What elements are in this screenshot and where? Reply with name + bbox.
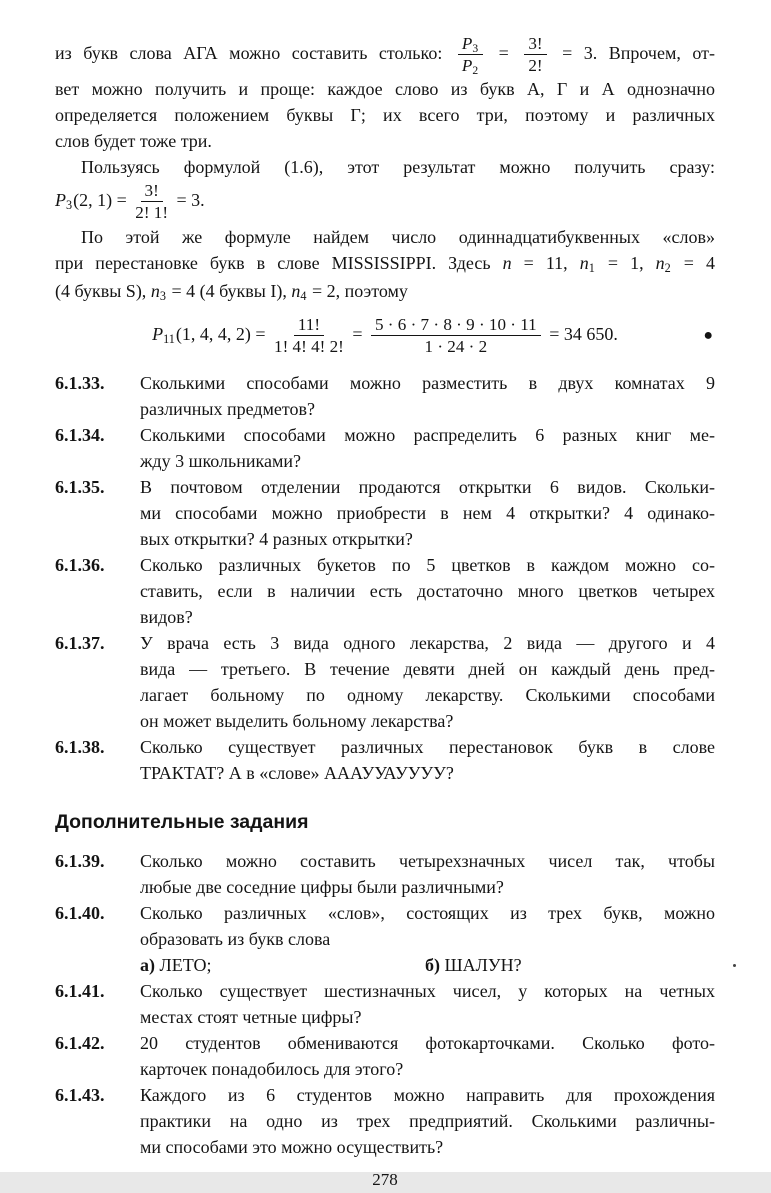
fraction-denominator	[528, 55, 542, 75]
intro-paragraph-1	[55, 33, 715, 154]
fraction-denominator	[274, 336, 344, 356]
problem-text-line: Сколько различных букетов по 5 цветков в каждом можно со-	[140, 554, 715, 575]
fraction	[274, 315, 344, 356]
page-number: 278	[372, 1169, 398, 1189]
text-run: при перестановке букв в слове MISSISSIPPI. Здесь	[55, 252, 503, 273]
intro-paragraph-3	[55, 224, 715, 306]
fraction-denominator	[135, 202, 168, 222]
problem-item	[55, 474, 715, 552]
problem-text-line: видов?	[140, 606, 193, 627]
variable: P	[55, 190, 66, 211]
problem-text-line: ми способами это можно осуществить?	[140, 1136, 444, 1157]
fraction-numerator	[371, 315, 541, 336]
fraction-denominator	[425, 336, 488, 356]
problem-text-line: любые две соседние цифры были различными?	[140, 876, 504, 897]
problem-item	[55, 978, 715, 1030]
text-run: 1! 4! 4! 2!	[274, 337, 344, 357]
problem-text-line: Сколькими способами можно разместить в двух комнатах 9	[140, 372, 715, 393]
problem-text-line: местах стоят четные цифры?	[140, 1006, 362, 1027]
text-run: (2, 1) =	[73, 190, 132, 211]
option-item	[140, 952, 425, 978]
fraction-denominator	[461, 55, 479, 78]
scan-speck	[733, 964, 736, 967]
text-run: =	[347, 323, 367, 344]
problem-text-line: ставить, если в наличии есть достаточно много цветков четырех	[140, 580, 715, 601]
text-line	[55, 224, 715, 250]
text-run: По этой же формуле найдем число одиннадцатибуквенных «слов»	[81, 226, 715, 247]
problem-text-line: Сколько различных «слов», состоящих из трех букв, можно	[140, 902, 715, 923]
text-run: = 2, поэтому	[307, 280, 408, 301]
fraction	[135, 181, 168, 222]
fraction-numerator	[458, 34, 483, 55]
text-line	[55, 250, 715, 278]
variable: P	[152, 323, 164, 344]
problem-text	[140, 474, 715, 552]
variable: P	[461, 34, 473, 53]
problem-text	[140, 552, 715, 630]
option-text: ЛЕТО;	[155, 954, 212, 975]
text-run: 1 · 24 · 2	[424, 337, 488, 357]
text-run: слов будет тоже три.	[55, 131, 212, 152]
variable: P	[461, 56, 473, 76]
display-equation	[55, 310, 715, 362]
text-line	[55, 128, 715, 154]
problem-text-line: В почтовом отделении продаются открытки 6 видов. Скольки-	[140, 476, 715, 497]
text-run: 2! 1!	[135, 203, 169, 223]
text-run: 2!	[528, 56, 543, 76]
problem-text	[140, 978, 715, 1030]
text-run: Пользуясь формулой (1.6), этот результат можно получить сразу:	[81, 157, 715, 178]
problem-item	[55, 422, 715, 474]
text-run: = 11,	[511, 252, 580, 273]
text-run: = 3. Впрочем, от-	[550, 42, 715, 63]
problem-number: 6.1.36.	[55, 554, 105, 575]
problem-text-line: вых открытки? 4 разных открытки?	[140, 528, 413, 549]
problem-number: 6.1.37.	[55, 632, 105, 653]
subscript: 3	[472, 42, 479, 56]
text-run: 3!	[528, 34, 543, 53]
problem-text-line: ми способами можно приобрести в нем 4 открытки? 4 одинако-	[140, 502, 715, 523]
subscript: 3	[66, 198, 73, 213]
text-line	[55, 180, 715, 223]
problem-text-line: Сколько существует различных перестановок букв в слове	[140, 736, 715, 757]
problems-list-main	[55, 370, 715, 786]
text-run: = 34 650.	[544, 323, 618, 344]
subscript: 2	[664, 260, 671, 275]
problem-item	[55, 1030, 715, 1082]
text-run: 5 · 6 · 7 · 8 · 9 · 10 · 11	[374, 314, 537, 334]
text-run: (4 буквы S),	[55, 280, 151, 301]
problem-text	[140, 900, 715, 978]
text-run: 11!	[297, 314, 321, 334]
problem-item	[55, 552, 715, 630]
subscript: 1	[588, 260, 595, 275]
problem-item	[55, 370, 715, 422]
problem-text	[140, 370, 715, 422]
problem-text-line: 20 студентов обмениваются фотокарточками. Сколько фото-	[140, 1032, 715, 1053]
fraction-numerator	[524, 34, 546, 55]
problem-item	[55, 900, 715, 978]
problem-text-line: образовать из букв слова	[140, 928, 331, 949]
text-run: = 4 (4 буквы I),	[166, 280, 292, 301]
text-run: из букв слова АГА можно составить столько:	[55, 42, 454, 63]
problem-number: 6.1.42.	[55, 1032, 105, 1053]
problem-number: 6.1.35.	[55, 476, 105, 497]
text-run: 3!	[144, 181, 159, 201]
problem-number: 6.1.34.	[55, 424, 105, 445]
problem-text-line: ТРАКТАТ? А в «слове» АААУУАУУУУ?	[140, 762, 454, 783]
problem-text	[140, 848, 715, 900]
problem-text-line: Сколько существует шестизначных чисел, у которых на четных	[140, 980, 715, 1001]
problem-number: 6.1.41.	[55, 980, 105, 1001]
subscript: 3	[159, 288, 166, 303]
problem-number: 6.1.39.	[55, 850, 105, 871]
variable: n	[579, 252, 589, 273]
variable: n	[655, 252, 665, 273]
section-heading: Дополнительные задания	[55, 810, 309, 833]
problem-item	[55, 1082, 715, 1160]
fraction	[371, 315, 541, 356]
end-of-solution-marker: ●	[703, 326, 713, 344]
variable: n	[291, 280, 301, 301]
problem-text-line: Сколькими способами можно распределить 6 разных книг ме-	[140, 424, 715, 445]
subscript: 11	[163, 332, 175, 347]
option-text: ШАЛУН?	[440, 954, 522, 975]
problem-text	[140, 422, 715, 474]
fraction	[458, 34, 483, 78]
text-line	[55, 154, 715, 180]
text-line	[55, 76, 715, 102]
problem-item	[55, 630, 715, 734]
problem-item	[55, 734, 715, 786]
problem-text-line: он может выделить больному лекарства?	[140, 710, 454, 731]
problem-text-line: жду 3 школьниками?	[140, 450, 301, 471]
problem-number: 6.1.33.	[55, 372, 105, 393]
problem-text-line: лагает больному по одному лекарству. Сколькими способами	[140, 684, 715, 705]
text-run: = 1,	[595, 252, 656, 273]
problem-text-line: карточек понадобилось для этого?	[140, 1058, 404, 1079]
equation-body	[152, 314, 618, 357]
problem-text-line: У врача есть 3 вида одного лекарства, 2 вида — другого и 4	[140, 632, 715, 653]
option-label: а)	[140, 954, 155, 975]
text-line	[55, 278, 715, 306]
fraction	[524, 34, 546, 75]
subscript: 2	[472, 64, 479, 78]
option-item	[425, 952, 522, 978]
problem-number: 6.1.43.	[55, 1084, 105, 1105]
text-run: (1, 4, 4, 2) =	[175, 323, 271, 344]
text-run: определяется положением буквы Г; их всего три, поэтому и различных	[55, 105, 715, 126]
problem-number: 6.1.40.	[55, 902, 105, 923]
problems-list-additional	[55, 848, 715, 1160]
variable: n	[150, 280, 160, 301]
problem-text-line: Каждого из 6 студентов можно направить для прохождения	[140, 1084, 715, 1105]
problem-options	[140, 952, 715, 978]
text-run: = 3.	[172, 190, 205, 211]
variable: n	[502, 252, 512, 273]
problem-number: 6.1.38.	[55, 736, 105, 757]
text-run: = 4	[671, 252, 716, 273]
problem-text	[140, 1082, 715, 1160]
problem-text	[140, 1030, 715, 1082]
subscript: 4	[300, 288, 307, 303]
text-run: =	[487, 42, 521, 63]
intro-paragraph-2	[55, 154, 715, 223]
problem-text	[140, 630, 715, 734]
text-line	[55, 33, 715, 76]
fraction-numerator	[141, 181, 163, 202]
text-line	[55, 102, 715, 128]
problem-text-line: Сколько можно составить четырехзначных чисел так, чтобы	[140, 850, 715, 871]
fraction-numerator	[294, 315, 324, 336]
problem-text-line: различных предметов?	[140, 398, 316, 419]
problem-text-line: практики на одно из трех предприятий. Сколькими различны-	[140, 1110, 715, 1131]
option-label: б)	[425, 954, 440, 975]
problem-item	[55, 848, 715, 900]
problem-text	[140, 734, 715, 786]
text-run: вет можно получить и проще: каждое слово из букв А, Г и А однозначно	[55, 79, 715, 100]
problem-text-line: вида — третьего. В течение девяти дней он каждый день пред-	[140, 658, 715, 679]
